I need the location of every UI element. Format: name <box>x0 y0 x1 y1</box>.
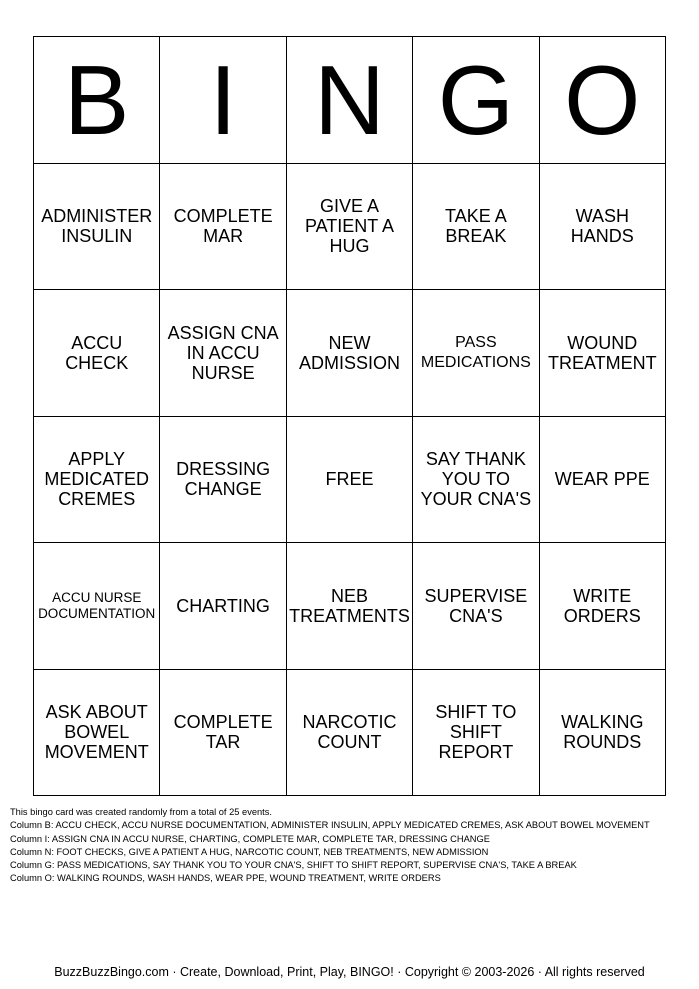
bingo-cell <box>160 290 286 417</box>
notes-column-b: Column B: ACCU CHECK, ACCU NURSE DOCUMENTATION, ADMINISTER INSULIN, APPLY MEDICATED CREMES, ASK ABOUT BOWEL MOVEMENT <box>10 820 650 831</box>
bingo-cell <box>34 164 160 291</box>
cell-label: APPLY MEDICATED CREMES <box>44 449 150 510</box>
header-letter-o: O <box>540 37 666 164</box>
cell-label: ASSIGN CNA IN ACCU NURSE <box>167 322 279 383</box>
bingo-cell <box>413 543 539 670</box>
cell-label: DRESSING CHANGE <box>176 459 271 500</box>
cell-label: NARCOTIC COUNT <box>302 712 397 753</box>
bingo-cell <box>34 290 160 417</box>
bingo-cell <box>540 164 666 291</box>
notes-column-g: Column G: PASS MEDICATIONS, SAY THANK YOU TO YOUR CNA'S, SHIFT TO SHIFT REPORT, SUPERVISE CNA'S, TAKE A BREAK <box>10 860 577 871</box>
cell-label: ASK ABOUT BOWEL MOVEMENT <box>44 702 149 763</box>
page-footer: BuzzBuzzBingo.com · Create, Download, Print, Play, BINGO! · Copyright © 2003-2026 · All rights reserved <box>54 965 645 979</box>
bingo-cell <box>34 417 160 544</box>
cell-label: WASH HANDS <box>570 206 634 247</box>
header-letter-b: B <box>34 37 160 164</box>
card-notes <box>10 806 690 886</box>
cell-label: NEW ADMISSION <box>298 332 400 373</box>
header-letter-n: N <box>287 37 413 164</box>
cell-label: COMPLETE MAR <box>173 206 273 247</box>
bingo-cell <box>160 164 286 291</box>
cell-label: ACCU NURSE DOCUMENTATION <box>38 589 156 621</box>
bingo-cell <box>287 543 413 670</box>
header-letter-i: I <box>160 37 286 164</box>
bingo-cell <box>34 543 160 670</box>
cell-label: WOUND TREATMENT <box>547 332 657 373</box>
free-space-cell <box>287 417 413 544</box>
notes-column-i: Column I: ASSIGN CNA IN ACCU NURSE, CHARTING, COMPLETE MAR, COMPLETE TAR, DRESSING CHANGE <box>10 833 490 844</box>
cell-label: SUPERVISE CNA'S <box>424 585 528 626</box>
bingo-cell <box>160 417 286 544</box>
cell-label: GIVE A PATIENT A HUG <box>304 196 394 257</box>
bingo-cell <box>540 290 666 417</box>
bingo-cell <box>287 670 413 797</box>
notes-intro: This bingo card was created randomly from a total of 25 events. <box>10 807 272 817</box>
bingo-cell <box>413 417 539 544</box>
cell-label: SAY THANK YOU TO YOUR CNA'S <box>420 449 532 510</box>
cell-label: WEAR PPE <box>554 469 650 490</box>
bingo-cell <box>287 290 413 417</box>
bingo-cell <box>287 164 413 291</box>
cell-label: NEB TREATMENTS <box>289 585 410 626</box>
cell-label: FREE <box>325 469 374 490</box>
bingo-cell <box>413 290 539 417</box>
bingo-cell <box>160 670 286 797</box>
bingo-card <box>33 36 666 796</box>
cell-label: TAKE A BREAK <box>445 206 507 247</box>
bingo-cell <box>413 670 539 797</box>
cell-label: COMPLETE TAR <box>173 712 273 753</box>
cell-label: WRITE ORDERS <box>563 585 641 626</box>
cell-label: WALKING ROUNDS <box>561 712 644 753</box>
cell-label: CHARTING <box>176 595 270 616</box>
bingo-cell <box>34 670 160 797</box>
bingo-cell <box>540 417 666 544</box>
bingo-cell <box>540 670 666 797</box>
cell-label: ACCU CHECK <box>65 332 129 373</box>
cell-label: ADMINISTER INSULIN <box>41 206 153 247</box>
bingo-cell <box>160 543 286 670</box>
header-letter-g: G <box>413 37 539 164</box>
cell-label: PASS MEDICATIONS <box>420 333 531 371</box>
notes-column-o: Column O: WALKING ROUNDS, WASH HANDS, WEAR PPE, WOUND TREATMENT, WRITE ORDERS <box>10 873 441 884</box>
cell-label: SHIFT TO SHIFT REPORT <box>435 702 517 763</box>
bingo-cell <box>540 543 666 670</box>
notes-column-n: Column N: FOOT CHECKS, GIVE A PATIENT A HUG, NARCOTIC COUNT, NEB TREATMENTS, NEW ADMISSION <box>10 846 489 857</box>
bingo-cell <box>413 164 539 291</box>
